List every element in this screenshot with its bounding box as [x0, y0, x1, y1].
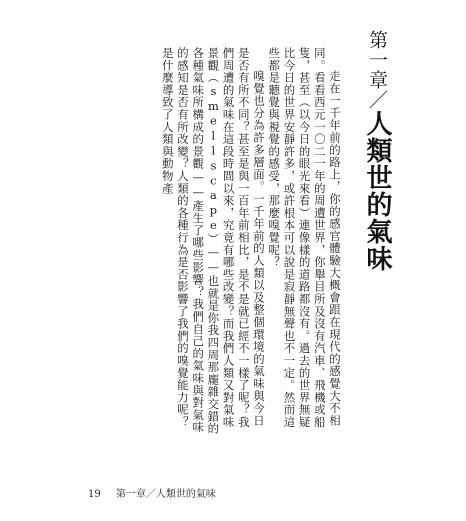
paragraph: 走在一千年前的路上，你的感官體驗大概會跟在現代的感覺大不相同。看看西元一〇二一年的周遭世界，你舉目所及沒有汽車、飛機或船隻，甚至（以今日的眼光來看）連像樣的道路都沒有。過去的世界無疑比今日的世界安靜許多，或許根本可以說是寂靜無聲也不一定。然而這些都是聽覺與視覺的感受，那麼嗅覺呢？ — [267, 47, 342, 429]
page-number: 19 — [88, 489, 101, 500]
chapter-heading — [355, 30, 395, 300]
chapter-label: 第一章／ — [366, 30, 388, 110]
chapter-title: 人類世的氣味 — [362, 110, 392, 272]
page-footer — [88, 488, 216, 502]
body-text — [88, 47, 342, 437]
running-head: 第一章／人類世的氣味 — [115, 489, 216, 500]
paragraph: 嗅覺也分為許多層面。一千年前的人類以及整個環境的氣味與今日是否有所不同？甚至是與一百年前相比，是不是就已經不一樣了呢？我們周遭的氣味在這段時間以來，究竟有哪些改變？而我們人類又對氣味景觀（smellscape）——也就是你我四周那龐雜交錯的各種氣味所構成的景觀——產生了哪些影響？我們自己的氣味與對氣味的感知是否有所改變？人類的各種行為是否影響了我們的嗅覺能力呢？是什麼導致了人類與動物產 — [160, 47, 266, 435]
